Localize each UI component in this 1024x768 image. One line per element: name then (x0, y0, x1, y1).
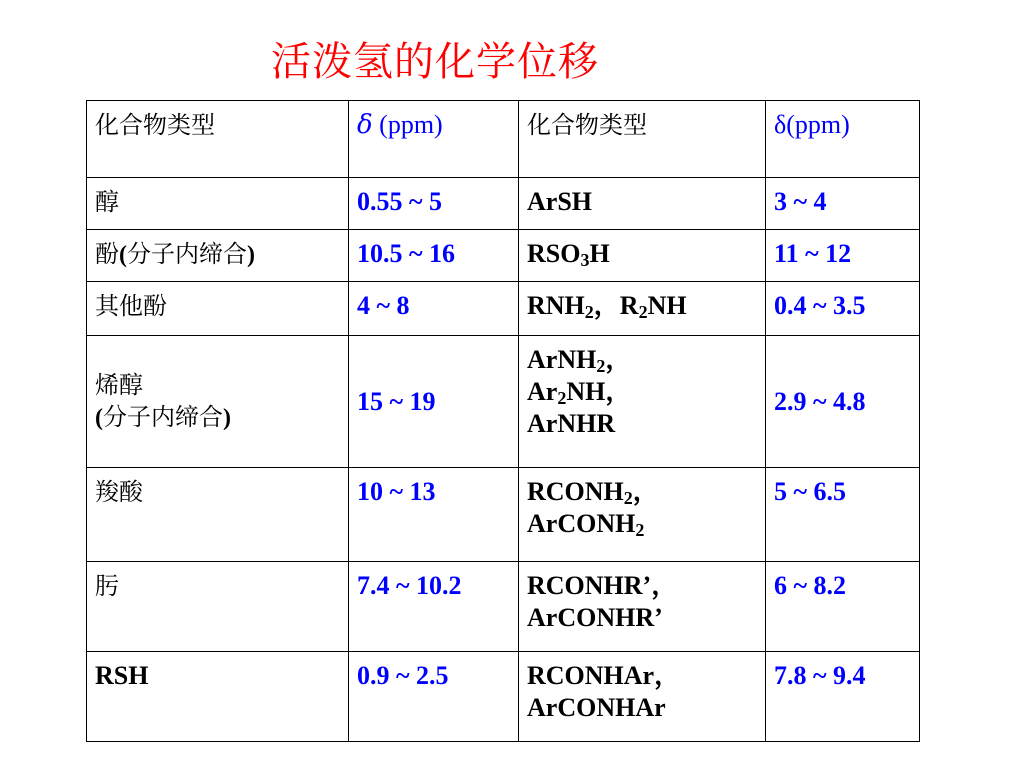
shift-value: 10.5 ~ 16 (349, 230, 519, 282)
table-row (87, 178, 920, 230)
compound-type: $RNH_2$，$R_2NH$ (519, 282, 766, 336)
delta-symbol: δ (357, 110, 373, 140)
compound-type: RSH (87, 652, 349, 742)
shift-value: 11 ~ 12 (766, 230, 920, 282)
compound-type: 羧酸 (87, 468, 349, 562)
shift-value: 5 ~ 6.5 (766, 468, 920, 562)
shift-value: 15 ~ 19 (349, 336, 519, 468)
table-row (87, 336, 920, 468)
compound-type: 醇 (87, 178, 349, 230)
shift-value: 6 ~ 8.2 (766, 562, 920, 652)
header-delta-ppm-2: δ(ppm) (766, 101, 920, 178)
compound-type: $RCONH_2$， ArCONH$_2$ (519, 468, 766, 562)
shift-value: 7.4 ~ 10.2 (349, 562, 519, 652)
compound-type: ArSH (519, 178, 766, 230)
compound-type: 烯醇 (分子内缔合) (87, 336, 349, 468)
shift-value: 10 ~ 13 (349, 468, 519, 562)
shift-value: 0.55 ~ 5 (349, 178, 519, 230)
compound-type: RCONHR’， ArCONHR’ (519, 562, 766, 652)
header-delta-ppm-1 (349, 101, 519, 178)
shift-value: 0.4 ~ 3.5 (766, 282, 920, 336)
header-unit: (ppm) (372, 110, 443, 139)
compound-type: ArNH$_2$， $Ar_2NH$， ArNHR (519, 336, 766, 468)
compound-type: RCONHAr， ArCONHAr (519, 652, 766, 742)
compound-type: $RSO_3H$ (519, 230, 766, 282)
table-row (87, 562, 920, 652)
shift-value: 0.9 ~ 2.5 (349, 652, 519, 742)
page-title: 活泼氢的化学位移 (271, 39, 599, 85)
header-compound-type-2: 化合物类型 (519, 101, 766, 178)
header-compound-type-1: 化合物类型 (87, 101, 349, 178)
compound-type: 肟 (87, 562, 349, 652)
shift-value: 3 ~ 4 (766, 178, 920, 230)
shift-value: 7.8 ~ 9.4 (766, 652, 920, 742)
table-row (87, 230, 920, 282)
compound-type: 酚(分子内缔合) (87, 230, 349, 282)
table-row (87, 282, 920, 336)
table-row (87, 468, 920, 562)
shift-value: 2.9 ~ 4.8 (766, 336, 920, 468)
compound-type: 其他酚 (87, 282, 349, 336)
shift-value: 4 ~ 8 (349, 282, 519, 336)
table-header-row (87, 101, 920, 178)
chemical-shift-table (86, 100, 920, 742)
table-row (87, 652, 920, 742)
